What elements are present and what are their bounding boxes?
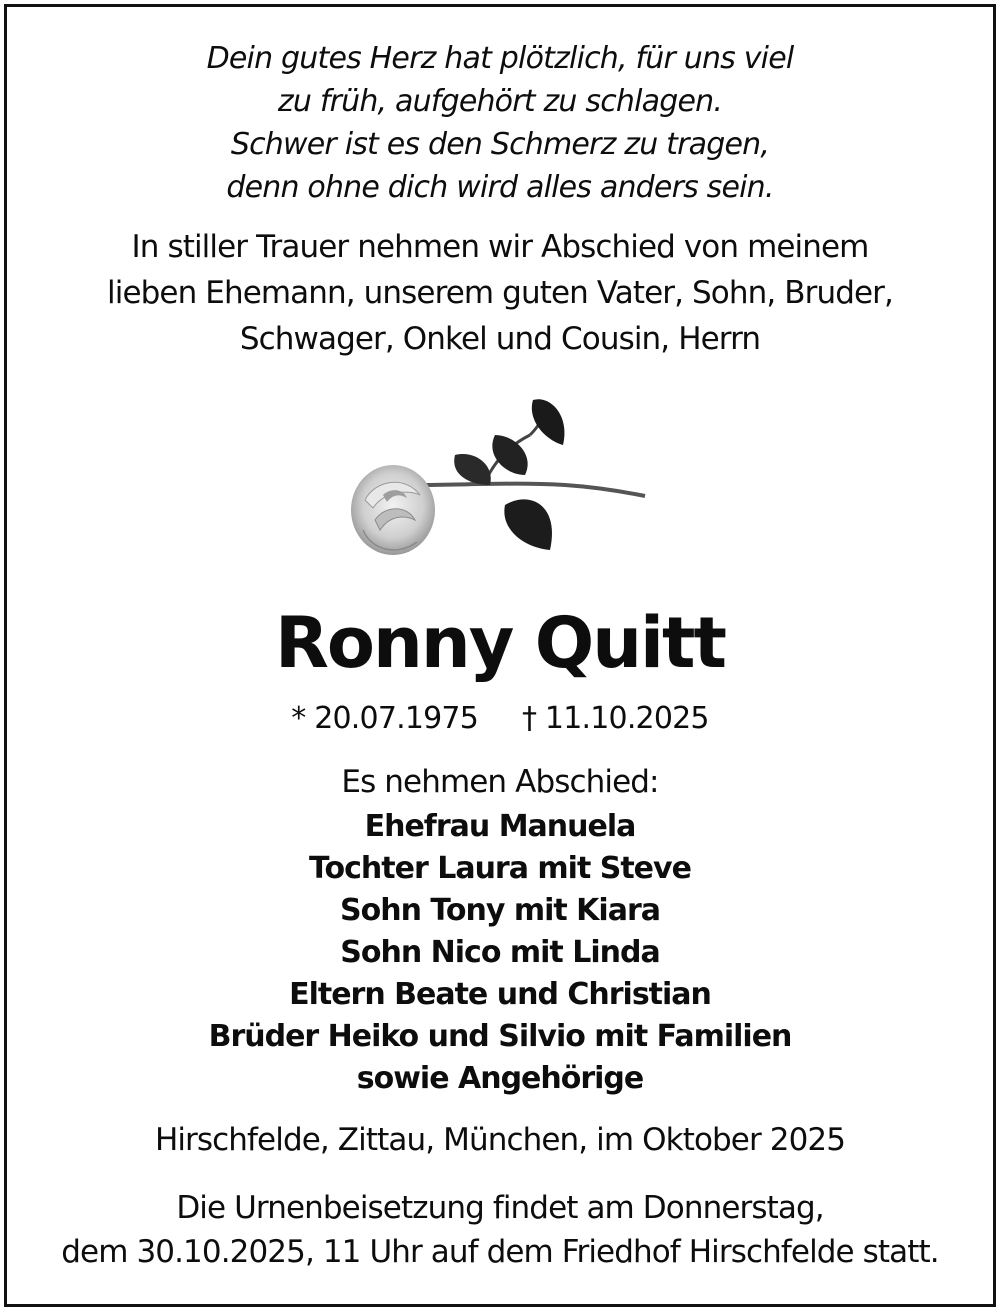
mourner-line: Sohn Nico mit Linda: [340, 935, 660, 970]
burial-line: Die Urnenbeisetzung findet am Donnerstag,: [176, 1190, 824, 1226]
mourners-heading: Es nehmen Abschied:: [341, 764, 659, 800]
mourner-line: Ehefrau Manuela: [364, 809, 636, 844]
intro-line: In stiller Trauer nehmen wir Abschied von meinem: [131, 229, 869, 265]
deceased-name: Ronny Quitt: [275, 602, 725, 684]
intro-line: lieben Ehemann, unserem guten Vater, Sohn, Bruder,: [107, 275, 893, 311]
poem-line: zu früh, aufgehört zu schlagen.: [277, 84, 723, 119]
mourner-line: Sohn Tony mit Kiara: [340, 893, 660, 928]
poem-line: denn ohne dich wird alles anders sein.: [226, 170, 774, 205]
poem-line: Dein gutes Herz hat plötzlich, für uns viel: [206, 41, 794, 76]
mourner-line: sowie Angehörige: [356, 1061, 644, 1096]
life-dates: [0, 701, 1000, 736]
place-date: Hirschfelde, Zittau, München, im Oktober 2025: [154, 1122, 846, 1158]
death-date: † 11.10.2025: [522, 701, 709, 736]
poem-line: Schwer ist es den Schmerz zu tragen,: [230, 127, 770, 162]
intro-line: Schwager, Onkel und Cousin, Herrn: [239, 321, 761, 357]
mourner-line: Tochter Laura mit Steve: [309, 851, 691, 886]
rose-image: [345, 390, 655, 570]
mourner-line: Eltern Beate und Christian: [289, 977, 711, 1012]
burial-line: dem 30.10.2025, 11 Uhr auf dem Friedhof Hirschfelde statt.: [61, 1234, 939, 1270]
mourner-line: Brüder Heiko und Silvio mit Familien: [208, 1019, 792, 1054]
birth-date: * 20.07.1975: [291, 701, 478, 736]
